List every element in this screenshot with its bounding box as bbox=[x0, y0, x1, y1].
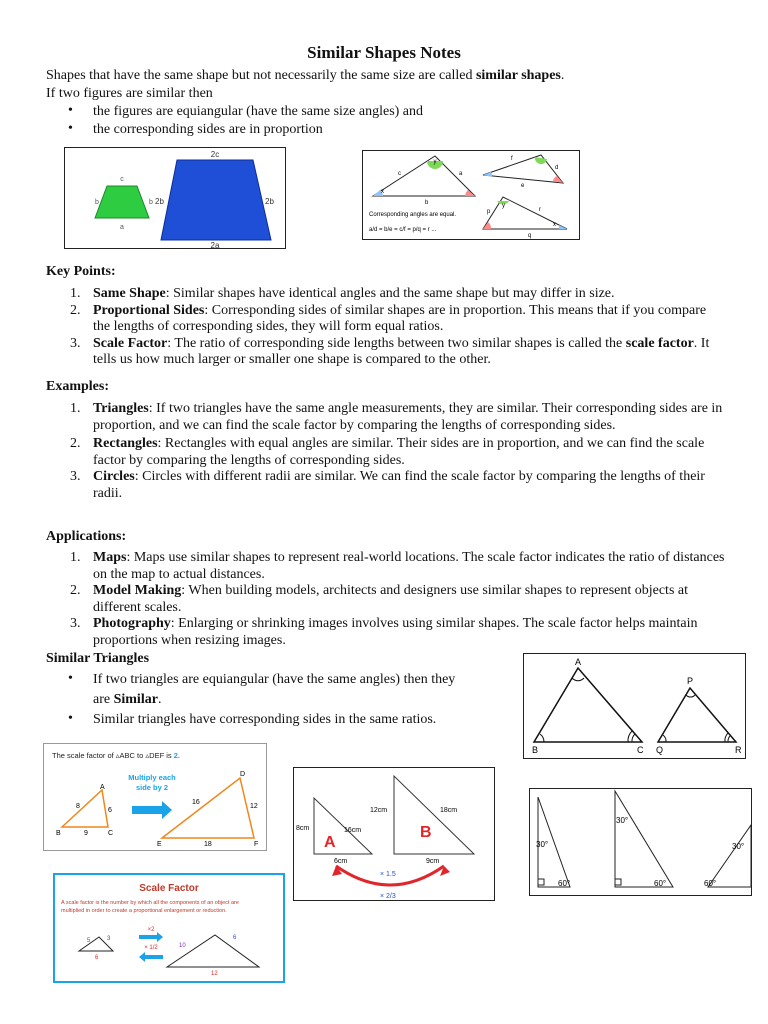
example-item: 3. Circles: Circles with different radii are similar. We can find the scale factor by comparing the lengths of their radii. bbox=[70, 469, 705, 501]
intro-line-2: If two figures are similar then bbox=[46, 86, 213, 101]
vertex-b: B bbox=[56, 830, 61, 837]
key-points-heading: Key Points: bbox=[46, 264, 116, 279]
key-point-term: Proportional Sides bbox=[93, 302, 205, 318]
example-item: 1. Triangles: If two triangles have the same angle measurements, they are similar. Their corresponding sides are in proportion, and we can find the scale factor by comparing the lengths of corresponding sides. bbox=[70, 401, 723, 433]
label-2c: 2c bbox=[210, 150, 220, 159]
angle-x-3 bbox=[559, 225, 567, 229]
angle-60-2: 60° bbox=[654, 879, 667, 888]
scale-factor-definition-1: A scale factor is the number by which all the components of an object are bbox=[61, 900, 239, 906]
key-point-bold: scale factor bbox=[625, 335, 694, 351]
label-6cm: 6cm bbox=[334, 858, 348, 865]
arrow-left-icon bbox=[139, 952, 163, 962]
tri1-x: x bbox=[381, 189, 384, 195]
tri3-x: x bbox=[553, 222, 556, 228]
multiply-label-2: side by 2 bbox=[135, 783, 169, 792]
bullet-text: are bbox=[93, 692, 114, 707]
angle-triangles-svg bbox=[530, 789, 751, 895]
small-trapezium bbox=[95, 186, 149, 218]
examples-heading: Examples: bbox=[46, 379, 109, 394]
bullet-icon: • bbox=[68, 103, 73, 118]
example-term: Triangles bbox=[93, 401, 149, 416]
abc-pqr-svg bbox=[524, 654, 745, 758]
trapezium-figure bbox=[64, 147, 286, 249]
label-b-left: b bbox=[95, 199, 99, 206]
bullet-icon: • bbox=[68, 671, 73, 686]
tri3-q: q bbox=[528, 233, 532, 239]
triangles-caption: Corresponding angles are equal. bbox=[369, 212, 457, 218]
title-part: ABC bbox=[119, 751, 135, 760]
triangle-2 bbox=[483, 155, 563, 183]
key-point-text: : Corresponding sides of similar shapes are in proportion. This means that if you compare the lengths of corresponding sides, they will form equal ratios. bbox=[93, 302, 707, 334]
application-item: 1. Maps: Maps use similar shapes to represent real-world locations. The scale factor indicates the ratio of distances on the map to actual distances. bbox=[70, 550, 725, 582]
label-c: c bbox=[120, 176, 124, 183]
arrow-right-icon bbox=[132, 801, 172, 819]
angle-b-arc bbox=[540, 734, 544, 742]
label-18cm: 18cm bbox=[440, 807, 458, 814]
side-9: 9 bbox=[84, 830, 88, 837]
triangle-b-label: B bbox=[420, 824, 432, 841]
bullet-bold: Similar bbox=[113, 692, 158, 707]
vertex-a: A bbox=[574, 657, 582, 667]
angle-60-1: 60° bbox=[558, 879, 571, 888]
tri3-r: r bbox=[539, 207, 541, 213]
triangle-abc bbox=[534, 668, 642, 742]
example-text: : Rectangles with equal angles are similar. Their sides are in proportion, and we can find the scale factor by comparing the lengths of corresponding sides. bbox=[93, 436, 705, 468]
side-8: 8 bbox=[76, 803, 80, 810]
angle-x-2 bbox=[483, 172, 492, 177]
similar-triangles-heading: Similar Triangles bbox=[46, 651, 150, 666]
tri1-y: y bbox=[433, 159, 437, 165]
triangle-b bbox=[394, 776, 474, 854]
multiply-half-label: × 1/2 bbox=[144, 945, 158, 951]
triangles-ratio-svg bbox=[363, 151, 579, 239]
vertex-r: R bbox=[735, 745, 742, 755]
tri1-a: a bbox=[459, 171, 463, 177]
bullet-icon: • bbox=[68, 121, 73, 136]
title-part: is bbox=[164, 751, 174, 760]
title-part: 2. bbox=[173, 751, 181, 760]
angle-p-arc bbox=[686, 695, 695, 697]
triangle-def-large bbox=[162, 778, 254, 838]
key-point-item: 1. Same Shape: Similar shapes have identical angles and the same shape but may differ in size. bbox=[70, 286, 615, 301]
vertex-a: A bbox=[100, 784, 105, 791]
triangle-symbol-icon: ▵ bbox=[145, 751, 150, 760]
scale-factor-2-title bbox=[52, 751, 180, 760]
label-b-right: b bbox=[149, 199, 153, 206]
label-times-1-5: × 1.5 bbox=[380, 871, 396, 878]
page-title: Similar Shapes Notes bbox=[307, 43, 461, 62]
triangle-symbol-icon: ▵ bbox=[115, 751, 120, 760]
triangle-pqr bbox=[658, 688, 736, 742]
angle-30-3: 30° bbox=[732, 842, 745, 851]
right-angle-marker bbox=[538, 879, 544, 885]
right-angle-marker bbox=[615, 879, 621, 885]
key-point-text: : The ratio of corresponding side lengths between two similar shapes is called the bbox=[167, 335, 626, 351]
large-side-6: 6 bbox=[233, 935, 237, 941]
example-item: 2. Rectangles: Rectangles with equal angles are similar. Their sides are in proportion, and we can find the scale factor by comparing the lengths of corresponding sides. bbox=[70, 436, 705, 468]
scale-factor-2-figure bbox=[43, 743, 267, 851]
multiply-label-1: Multiply each bbox=[128, 773, 176, 782]
key-point-term: Same Shape bbox=[93, 286, 166, 301]
ab-scale-svg bbox=[294, 768, 494, 900]
label-2a: 2a bbox=[210, 241, 220, 248]
vertex-e: E bbox=[157, 841, 162, 848]
side-6: 6 bbox=[108, 807, 112, 814]
key-point-text: . It tells us how much larger or smaller one shape is compared to the other. bbox=[93, 335, 710, 367]
applications-heading: Applications: bbox=[46, 529, 127, 544]
vertex-c: C bbox=[637, 745, 644, 755]
similar-bullet-2: Similar triangles have corresponding sides in the same ratios. bbox=[93, 712, 437, 727]
title-part: to bbox=[134, 751, 146, 760]
vertex-q: Q bbox=[656, 745, 664, 755]
small-side-5: 5 bbox=[87, 938, 91, 944]
label-9cm: 9cm bbox=[426, 858, 440, 865]
similar-bullet-1-line-2 bbox=[93, 691, 161, 708]
trapezium-svg bbox=[65, 148, 285, 248]
intro-bold-term: similar shapes bbox=[475, 68, 561, 83]
intro-bullet-2: the corresponding sides are in proportion bbox=[93, 122, 323, 137]
triangle-3 bbox=[708, 825, 751, 887]
examples-list bbox=[46, 401, 726, 502]
triangles-ratio-formula: a/d = b/e = c/f = p/q = r ... bbox=[369, 227, 437, 233]
key-point-text: : Similar shapes have identical angles and the same shape but may differ in size. bbox=[165, 286, 615, 301]
title-part: The scale factor of bbox=[52, 751, 116, 760]
triangle-a-label: A bbox=[324, 834, 336, 851]
large-triangle bbox=[167, 935, 259, 967]
label-times-2-3: × 2/3 bbox=[380, 893, 396, 900]
angle-y-2 bbox=[535, 157, 547, 164]
bullet-icon: • bbox=[68, 711, 73, 726]
intro-suffix: . bbox=[560, 68, 565, 83]
example-text: : If two triangles have the same angle measurements, they are similar. Their corresponding sides are in proportion, and we can find the scale factor by comparing the lengths of corresponding sides. bbox=[93, 401, 723, 433]
angle-30-2: 30° bbox=[616, 816, 629, 825]
tri2-f: f bbox=[511, 156, 513, 162]
key-points-list bbox=[46, 286, 726, 369]
angle-60-3: 60° bbox=[704, 879, 717, 888]
intro-line-1 bbox=[46, 67, 564, 84]
abc-pqr-figure bbox=[523, 653, 746, 759]
vertex-b: B bbox=[532, 745, 539, 755]
side-18: 18 bbox=[204, 841, 212, 848]
ab-scale-figure bbox=[293, 767, 495, 901]
small-side-3: 3 bbox=[107, 936, 111, 942]
scale-factor-2-svg bbox=[44, 744, 266, 850]
application-item: 2. Model Making: When building models, architects and designers use similar shapes to represent objects at different scales. bbox=[70, 583, 689, 615]
key-point-term: Scale Factor bbox=[93, 335, 168, 351]
key-point-item: 2. Proportional Sides: Corresponding sides of similar shapes are in proportion. This means that if you compare the lengths of corresponding sides, they will form equal ratios. bbox=[70, 302, 707, 334]
triangle-a bbox=[314, 798, 372, 854]
tri1-c: c bbox=[398, 171, 401, 177]
arrow-right-icon bbox=[139, 932, 163, 942]
large-side-12: 12 bbox=[211, 971, 218, 977]
side-12: 12 bbox=[250, 803, 258, 810]
tri3-y: y bbox=[502, 203, 505, 209]
angle-30-1: 30° bbox=[536, 840, 549, 849]
label-2b-right: 2b bbox=[265, 197, 274, 206]
intro-text: Shapes that have the same shape but not necessarily the same size are called bbox=[46, 68, 476, 83]
large-side-10: 10 bbox=[179, 943, 186, 949]
title-part: DEF bbox=[149, 751, 165, 760]
bullet-text: . bbox=[157, 692, 162, 707]
key-point-item: 3. Scale Factor: The ratio of corresponding side lengths between two similar shapes is called the scale factor. It tells us how much larger or smaller one shape is compared to the other. bbox=[70, 335, 710, 367]
example-term: Circles bbox=[93, 469, 135, 484]
angle-triangles-figure bbox=[529, 788, 752, 896]
similar-bullet-1-line-1: If two triangles are equiangular (have the same angles) then they bbox=[93, 672, 456, 687]
example-term: Rectangles bbox=[93, 436, 158, 451]
triangle-2 bbox=[615, 791, 673, 887]
side-16: 16 bbox=[192, 799, 200, 806]
application-text: : When building models, architects and designers use similar shapes to represent objects at different scales. bbox=[93, 583, 689, 615]
label-2b-left: 2b bbox=[155, 197, 164, 206]
tri2-e: e bbox=[521, 183, 525, 189]
label-a: a bbox=[120, 224, 124, 231]
application-term: Photography bbox=[93, 616, 171, 631]
application-term: Maps bbox=[93, 550, 127, 565]
applications-list bbox=[46, 550, 726, 649]
triangle-abc-small bbox=[62, 790, 108, 827]
vertex-f: F bbox=[254, 841, 259, 848]
intro-bullet-1: the figures are equiangular (have the same size angles) and bbox=[93, 104, 424, 119]
application-text: : Maps use similar shapes to represent real-world locations. The scale factor indicates the ratio of distances on the map to actual distances. bbox=[93, 550, 725, 582]
vertex-d: D bbox=[240, 771, 246, 778]
label-16cm: 16cm bbox=[344, 827, 362, 834]
application-item: 3. Photography: Enlarging or shrinking images involves using similar shapes. The scale factor helps maintain proportions when resizing images. bbox=[70, 616, 698, 648]
tri1-b: b bbox=[425, 200, 429, 206]
vertex-c: C bbox=[108, 830, 114, 837]
angle-q-arc bbox=[663, 735, 666, 742]
application-text: : Enlarging or shrinking images involves using similar shapes. The scale factor helps maintain proportions when resizing images. bbox=[93, 616, 698, 648]
scale-factor-definition-svg bbox=[55, 875, 283, 981]
label-8cm: 8cm bbox=[296, 825, 310, 832]
scale-factor-definition-figure bbox=[53, 873, 285, 983]
triangles-ratio-figure bbox=[362, 150, 580, 240]
small-side-6: 6 bbox=[95, 955, 99, 961]
scale-factor-definition-2: multiplied in order to create a proportional enlargement or reduction. bbox=[61, 908, 227, 914]
tri2-d: d bbox=[555, 165, 559, 171]
example-text: : Circles with different radii are similar. We can find the scale factor by comparing the lengths of their radii. bbox=[93, 469, 705, 501]
large-trapezium bbox=[161, 160, 271, 240]
multiply-2-label: ×2 bbox=[147, 927, 155, 933]
tri3-p: p bbox=[487, 209, 491, 215]
vertex-p: P bbox=[686, 676, 694, 686]
scale-factor-title: Scale Factor bbox=[139, 883, 199, 894]
angle-a-arc bbox=[572, 678, 584, 681]
label-12cm: 12cm bbox=[370, 807, 388, 814]
application-term: Model Making bbox=[93, 583, 182, 598]
